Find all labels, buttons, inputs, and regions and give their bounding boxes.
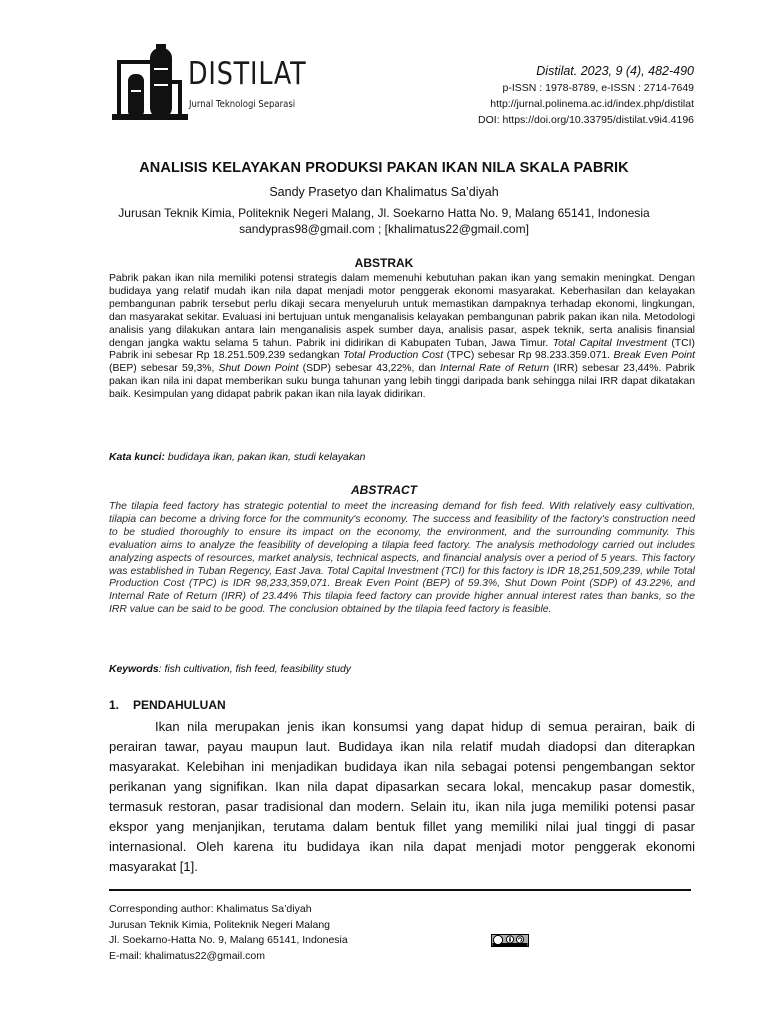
article-authors: Sandy Prasetyo dan Khalimatus Sa’diyah	[269, 185, 499, 199]
logo-subtitle: Jurnal Teknologi Separasi	[189, 99, 296, 110]
issn: p-ISSN : 1978-8789, e-ISSN : 2714-7649	[502, 82, 694, 94]
abstrak-body: Pabrik pakan ikan nila memiliki potensi strategis dalam memenuhi kebutuhan pakan ikan yang semakin meningkat. Dengan budidaya yang relatif mudah ikan nila dapat menjadi motor penggerak ekonomi masyarakat. Keberhasilan dan kelayakan pembangunan pabrik tersebut perlu dikaji secara menyeluruh untuk memastikan dampaknya terhadap ekonomi, lingkungan, dan masyarakat sekitar. Evaluasi ini bertujuan untuk menganalisis kelayakan pembangunan pabrik pakan ikan nila. Metodologi analisis yang dilakukan antara lain menganalisis aspek sumber daya, analisis pasar, aspek teknik, serta analisis finansial dengan jangka waktu selama 5 tahun. Pabrik ini didirikan di Kabupaten Tuban, Jawa Timur. Total Capital Investment (TCI) Pabrik ini sebesar Rp 18.251.509.239 sedangkan Total Production Cost (TPC) sebesar Rp 98.233.359.071. Break Even Point (BEP) sebesar 59,3%, Shut Down Point (SDP) sebesar 43,22%, dan Internal Rate of Return (IRR) sebesar 23,44%. Pabrik pakan ikan nila ini dapat memberikan suku bunga tahunan yang lebih tinggi daripada bank sehingga nilai IRR dapat dikatakan baik. Kesimpulan yang didapat pabrik pakan ikan nila layak didirikan.	[109, 273, 696, 401]
section-heading-pendahuluan: 1. PENDAHULUAN	[109, 698, 226, 712]
article-title: ANALISIS KELAYAKAN PRODUKSI PAKAN IKAN NILA SKALA PABRIK	[139, 160, 629, 176]
cc-by-sa-badge-icon	[491, 934, 529, 947]
footer-line: E-mail: khalimatus22@gmail.com	[109, 949, 265, 962]
kata-kunci: Kata kunci: budidaya ikan, pakan ikan, studi kelayakan	[109, 452, 366, 463]
section-body-pendahuluan: Ikan nila merupakan jenis ikan konsumsi yang dapat hidup di semua perairan, baik di perairan tawar, payau maupun laut. Budidaya ikan nila relatif mudah diadopsi dan diterapkan masyarakat. Kelebihan ini menjadikan budidaya ikan nila sebagai potensi pengembangan sektor perikanan yang signifikan. Ikan nila dapat dipasarkan secara lokal, mencakup pasar domestik, termasuk restoran, pasar tradisional dan modern. Selain itu, ikan nila juga memiliki potensi pasar ekspor yang menjanjikan, terutama dalam bentuk fillet yang memiliki nilai jual tinggi di pasar internasional. Oleh karena itu budidaya ikan nila dapat menjadi motor penggerak ekonomi masyarakat [1].	[109, 719, 695, 874]
affiliation-text: Jurusan Teknik Kimia, Politeknik Negeri Malang, Jl. Soekarno Hatta No. 9, Malang 65141, Indonesia	[118, 206, 650, 220]
distillation-column-icon	[112, 44, 188, 124]
article-affiliation	[60, 205, 708, 237]
footer-line: Jl. Soekarno-Hatta No. 9, Malang 65141, Indonesia	[109, 934, 348, 946]
journal-logo	[112, 44, 307, 124]
keywords: Keywords: fish cultivation, fish feed, feasibility study	[109, 664, 351, 675]
footer-line: Corresponding author: Khalimatus Sa’diyah	[109, 903, 312, 915]
abstract-body: The tilapia feed factory has strategic potential to meet the increasing demand for fish feed. With relatively easy cultivation, tilapia can become a driving force for the community's economy. The success and feasibility of the factory's construction need to be studied thoroughly to ensure its impact on the economy, the environment, and the surrounding community. This evaluation aims to analyze the feasibility of developing a tilapia feed factory. The analysis methodology carried out includes analyzing aspects of resources, market analysis, technical aspects, and financial analysis over a period of 5 years. This factory was established in Tuban Regency, East Java. Total Capital Investment (TCI) for this factory is IDR 18,251,509,239, while Total Production Cost (TPC) is IDR 98,233,359,071. Break Even Point (BEP) of 59.3%, Shut Down Point (SDP) of 43.22%, and Internal Rate of Return (IRR) of 23.44% This tilapia feed factory can provide higher annual interest rates than banks, so the IRR value can be said to be good. The conclusion obtained by the tilapia feed factory is feasible.	[109, 501, 695, 616]
logo-title: DISTILAT	[188, 56, 307, 92]
footer-line: Jurusan Teknik Kimia, Politeknik Negeri Malang	[109, 918, 330, 931]
citation: Distilat. 2023, 9 (4), 482-490	[536, 64, 694, 78]
author-emails: sandypras98@gmail.com ; [khalimatus22@gmail.com]	[239, 222, 529, 236]
doi[interactable]: DOI: https://doi.org/10.33795/distilat.v9i4.4196	[478, 114, 694, 126]
abstrak-heading: ABSTRAK	[354, 256, 414, 270]
journal-url[interactable]: http://jurnal.polinema.ac.id/index.php/distilat	[490, 98, 694, 110]
abstract-heading: ABSTRACT	[351, 483, 417, 497]
footer-divider	[109, 889, 691, 891]
corresponding-author	[109, 902, 348, 964]
journal-meta	[478, 63, 694, 128]
